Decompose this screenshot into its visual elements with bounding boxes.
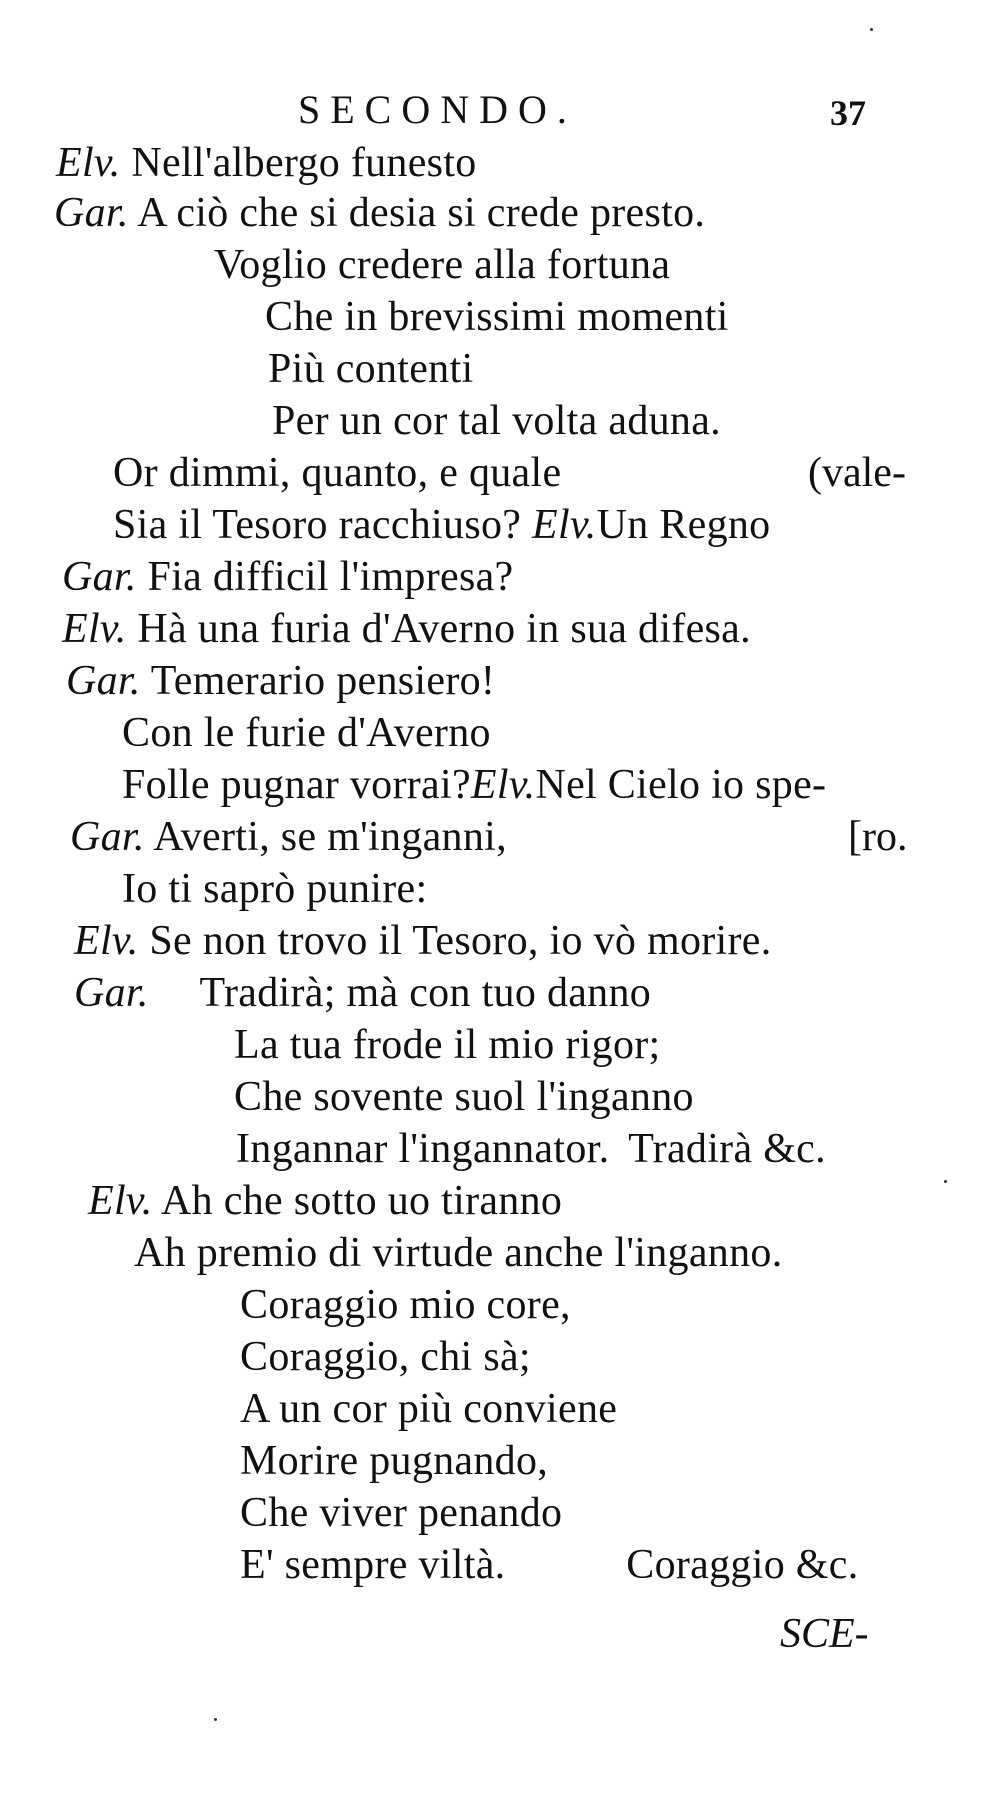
speaker-label: Elv. <box>88 1178 153 1224</box>
verse-line <box>268 344 473 394</box>
speaker-label: Gar. <box>62 554 137 600</box>
verse-line <box>113 500 770 550</box>
verse-text: Io ti saprò punire: <box>122 866 428 912</box>
verse-line <box>272 396 721 446</box>
verse-line <box>54 188 705 238</box>
verse-text: Che viver penando <box>240 1490 563 1536</box>
verse-line <box>214 240 670 290</box>
verse-line <box>122 760 826 810</box>
speaker-label: Elv. <box>56 140 121 186</box>
verse-text: Ah premio di virtude anche l'inganno. <box>134 1230 783 1276</box>
verse-text: A un cor più conviene <box>240 1386 618 1432</box>
verse-line <box>240 1540 859 1590</box>
verse-text: Un Regno <box>596 502 771 548</box>
verse-text: Temerario pensiero! <box>150 658 496 704</box>
verse-text: Tradirà; mà con tuo danno <box>199 970 652 1016</box>
verse-text: Or dimmi, quanto, e quale <box>113 450 562 496</box>
verse-text: Se non trovo il Tesoro, io vò morire. <box>149 918 772 964</box>
speaker-label: Gar. <box>70 814 145 860</box>
verse-line <box>113 448 561 498</box>
verse-line <box>62 604 751 654</box>
verse-text: A ciò che si desia si crede presto. <box>137 190 706 236</box>
verse-text: Folle pugnar vorrai? <box>122 762 471 808</box>
running-header-title: SECONDO. <box>298 87 577 132</box>
verse-text: Sia il Tesoro racchiuso? <box>113 502 522 548</box>
verse-text: Morire pugnando, <box>240 1438 549 1484</box>
verse-text: Fia difficil l'impresa? <box>147 554 514 600</box>
continuation-fragment: (vale- <box>808 450 906 496</box>
verse-line <box>70 812 507 862</box>
verse-text: Per un cor tal volta aduna. <box>272 398 721 444</box>
verse-text: Nel Cielo io spe- <box>535 762 827 808</box>
verse-line <box>62 552 513 602</box>
verse-text: Che in brevissimi momenti <box>265 294 729 340</box>
refrain-cue: Coraggio &c. <box>626 1542 859 1588</box>
verse-line <box>240 1384 617 1434</box>
verse-text: Voglio credere alla fortuna <box>214 242 671 288</box>
print-speck <box>944 1180 947 1183</box>
verse-line <box>66 656 495 706</box>
verse-text: Più contenti <box>268 346 474 392</box>
verse-line <box>240 1488 562 1538</box>
verse-text: Nell'albergo funesto <box>131 140 477 186</box>
continuation-fragment: [ro. <box>848 814 908 860</box>
speaker-label: Gar. <box>66 658 141 704</box>
verse-line <box>240 1332 531 1382</box>
verse-text: La tua frode il mio rigor; <box>234 1022 661 1068</box>
print-speck <box>870 28 873 31</box>
verse-text: Averti, se m'inganni, <box>153 814 507 860</box>
refrain-cue: Tradirà &c. <box>628 1126 826 1172</box>
verse-line <box>265 292 729 342</box>
verse-line <box>122 864 427 914</box>
verse-text: Coraggio, chi sà; <box>240 1334 531 1380</box>
speaker-label: Gar. <box>74 970 149 1016</box>
verse-line <box>240 1280 571 1330</box>
print-speck <box>214 1718 217 1721</box>
verse-text: Che sovente suol l'inganno <box>234 1074 694 1120</box>
catchword: SCE- <box>780 1611 869 1657</box>
verse-text: E' sempre viltà. <box>240 1542 506 1588</box>
speaker-label: Gar. <box>54 190 129 236</box>
page-number: 37 <box>830 93 866 133</box>
verse-line <box>234 1072 694 1122</box>
verse-line <box>236 1124 826 1174</box>
verse-text: Ah che sotto uo tiranno <box>161 1178 563 1224</box>
verse-text: Hà una furia d'Averno in sua difesa. <box>137 606 751 652</box>
verse-line <box>74 916 772 966</box>
verse-line <box>240 1436 548 1486</box>
verse-text: Con le furie d'Averno <box>122 710 491 756</box>
verse-line <box>88 1176 562 1226</box>
speaker-label: Elv. <box>74 918 139 964</box>
speaker-label: Elv. <box>532 502 597 548</box>
speaker-label: Elv. <box>62 606 127 652</box>
verse-line <box>122 708 491 758</box>
verse-line <box>234 1020 661 1070</box>
verse-line <box>56 138 477 188</box>
speaker-label: Elv. <box>470 762 536 808</box>
verse-text: Ingannar l'ingannator. <box>236 1126 610 1172</box>
verse-line <box>74 968 651 1018</box>
verse-line <box>134 1228 783 1278</box>
verse-text: Coraggio mio core, <box>240 1282 571 1328</box>
